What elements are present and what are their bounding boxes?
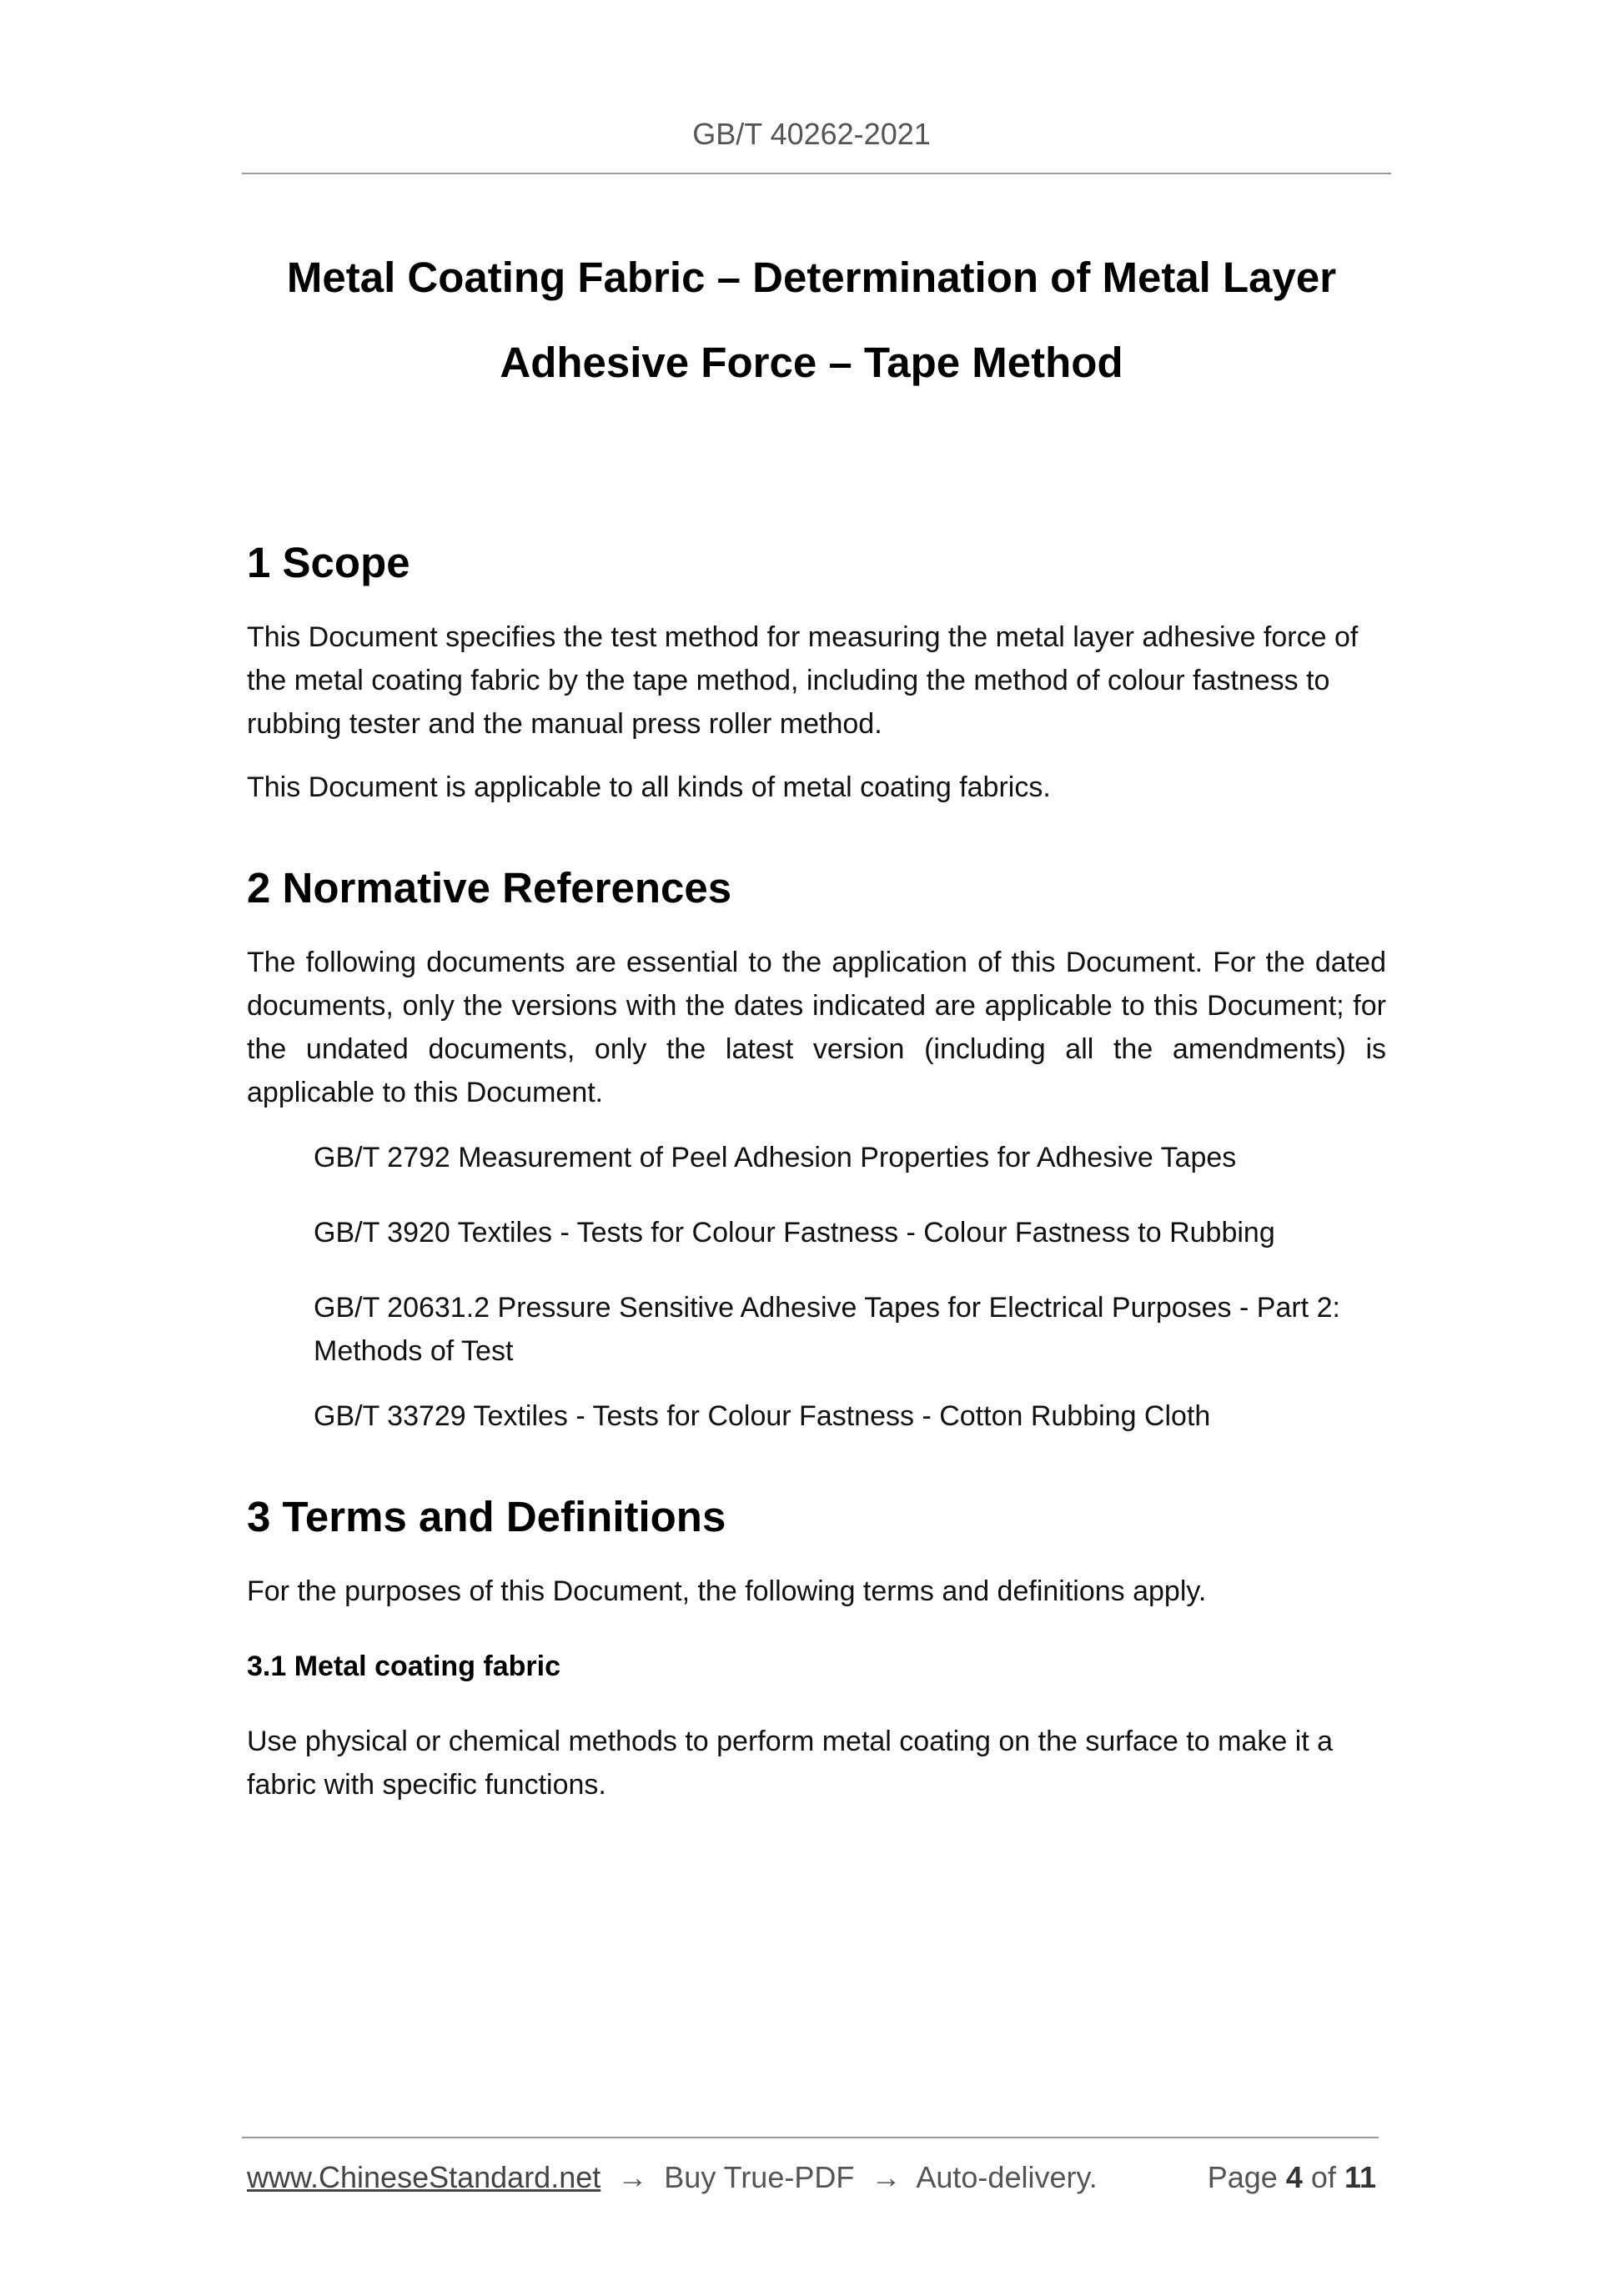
arrow-right-icon: → [617, 2160, 648, 2194]
reference-item: GB/T 20631.2 Pressure Sensitive Adhesive Tapes for Electrical Purposes - Part 2: Methods of Test [314, 1292, 1340, 1367]
reference-item: GB/T 2792 Measurement of Peel Adhesion Properties for Adhesive Tapes [314, 1142, 1237, 1173]
scope-paragraph-2: This Document is applicable to all kinds of metal coating fabrics. [247, 771, 1051, 803]
current-page-number: 4 [1285, 2160, 1303, 2194]
document-title [0, 235, 1623, 405]
section-heading-terms-definitions: 3 Terms and Definitions [247, 1493, 726, 1540]
scope-paragraph-1: This Document specifies the test method for measuring the metal layer adhesive force of the metal coating fabric by the tape method, including the method of colour fastness to rubbing tester and the manual press roller method. [247, 621, 1359, 740]
arrow-right-icon: → [871, 2160, 902, 2194]
title-line-1: Metal Coating Fabric – Determination of Metal Layer [286, 254, 1337, 301]
normative-paragraph: The following documents are essential to the application of this Document. For the dated documents, only the versions with the dates indicated are applicable to this Document; for the undated documents, only the latest version (including all the amendments) is applicable to this Document. [247, 947, 1386, 1108]
page-header [0, 117, 1623, 152]
buy-text: Buy True-PDF [664, 2160, 855, 2194]
reference-item: GB/T 3920 Textiles - Tests for Colour Fastness - Colour Fastness to Rubbing [314, 1217, 1275, 1248]
title-line-2: Adhesive Force – Tape Method [500, 339, 1123, 386]
website-link[interactable]: www.ChineseStandard.net [247, 2160, 601, 2194]
total-page-count: 11 [1344, 2160, 1376, 2194]
page-label: Page [1207, 2160, 1278, 2194]
footer-promo [247, 2160, 1098, 2195]
page-footer [247, 2160, 1376, 2195]
section-heading-scope: 1 Scope [247, 539, 410, 586]
document-body [247, 534, 1386, 1806]
footer-divider [242, 2137, 1379, 2138]
term-heading-metal-coating-fabric: 3.1 Metal coating fabric [247, 1650, 560, 1682]
terms-paragraph: For the purposes of this Document, the following terms and definitions apply. [247, 1575, 1207, 1607]
reference-item: GB/T 33729 Textiles - Tests for Colour Fastness - Cotton Rubbing Cloth [314, 1400, 1211, 1432]
of-label: of [1310, 2160, 1336, 2194]
standard-code: GB/T 40262-2021 [692, 117, 931, 151]
section-heading-normative-references: 2 Normative References [247, 864, 732, 912]
delivery-text: Auto-delivery. [916, 2160, 1098, 2194]
page-indicator [1208, 2160, 1376, 2195]
term-definition: Use physical or chemical methods to perform metal coating on the surface to make it a fabric with specific functions. [247, 1726, 1334, 1801]
header-divider [242, 173, 1391, 174]
